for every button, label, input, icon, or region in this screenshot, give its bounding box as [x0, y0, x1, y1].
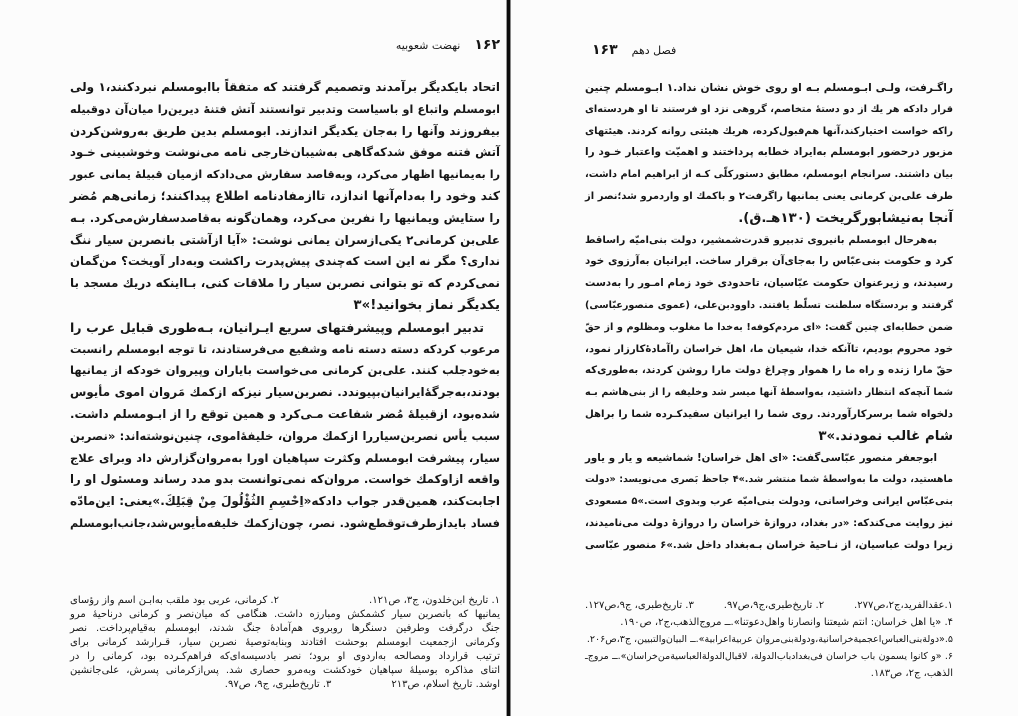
footnote-text: الذهب، ج۲، ص۱۸۳.	[870, 668, 953, 679]
footnote-text: جنگ درگرفت وطرفین دسنگرها روبروی هم‌آمادهٔ جنگ شدند، ابومسلم به‌قیام‌پرداخت. نصر	[70, 623, 500, 634]
text-line-content: را ستایش ویمانیها را نفرین می‌کرد، وهمان‌گونه به‌قاصدسفارش‌می‌کرد. بـه‌	[70, 210, 500, 225]
text-line-content: خود محروم بودیم، تاآنکه خدا، شیعیان ما، اهل خراسان راآمادهٔ‌کارزار نمود،	[585, 343, 953, 355]
text-line-content: فساد بایدازطرف‌توقطع‌شود. نصر، چون‌ازکمك خلیفه‌مأیوس‌شد،جانب‌ابومسلم	[70, 515, 500, 530]
text-line-content: نیز روایت می‌کندکه: «در بغداد، دروازهٔ خراسان را دروازهٔ دولت می‌نامیدند،	[585, 517, 953, 529]
footnote-line	[70, 650, 500, 664]
right-page	[512, 0, 1018, 716]
text-line	[70, 426, 500, 448]
text-line	[70, 469, 500, 491]
footnotes	[70, 594, 500, 692]
text-line-content: شام غالب نمودند.»۳	[818, 428, 953, 444]
body-text	[70, 77, 500, 535]
page-number: ۱۶۳	[592, 42, 618, 58]
text-line-content: حقّ مارا زنده و راه ما را هموار وچراغ دولت مارا روشن کردند، به‌طوری‌که	[585, 365, 953, 377]
text-line	[585, 164, 953, 186]
text-line	[585, 535, 953, 557]
footnote-text: ۵.«دولة‌بنی‌العباس‌اعجمیة‌خراسانیة،ودولة‌بنی‌مروان عربیة‌اعرابیة».ــ البیان‌والتبیین، ج۳،ص۲۰۶.	[586, 634, 953, 645]
footnote-entry: ۳. تاریخ‌طبری، ج۹،ص۱۲۷.	[585, 600, 694, 611]
text-line	[70, 317, 500, 339]
running-head	[592, 42, 676, 58]
text-line-content: کند وخود را به‌دام‌آنها اندازد، تاازمفادنامه اطلاع پیداکنند؛ زمانی‌هم مُضر	[70, 188, 500, 203]
text-line-content: بودند،به‌جرگهٔ‌ایرانیان‌بپیوندد. نصربن‌سیار نیزکه ازکمك مَروان اموی مأیوس	[70, 385, 500, 400]
page-number: ۱۶۲	[474, 37, 500, 53]
text-line-content: زیرا دولت عباسیان، از نـاحیهٔ خراسان بـه‌بغداد داخل شد.»۶ منصور عبّاسی	[585, 539, 953, 551]
text-line-content: واقعه ازاوکمك خواست. مروان‌که نمی‌توانست بدو مدد رساند ومسئول او را	[70, 472, 500, 487]
text-line-content: بیفروزند وآنها را به‌جان یکدیگر اندازند. ابومسلم بدین طریق به‌روشن‌کردن	[70, 123, 500, 138]
text-line-content: سبب یأس نصربن‌سیاررا ازکمك مروان، خلیفهٔ‌اموی، چنین‌نوشته‌اند: «نصربن‌	[70, 428, 500, 443]
text-line-content: آتش فتنه موفق شدکه‌گاهی به‌شیبان‌خارجی نامه می‌نوشت وخوشبینی خـود	[70, 145, 500, 160]
text-line-content: شما آنچه‌که انتظار داشتید، به‌واسطهٔ آنها میسر شد وخلیفه را از بنی‌هاشم بـه	[585, 387, 953, 399]
text-line-content: بنی‌عبّاس ایرانی وخراسانی، ودولت بنی‌امیّه عرب وبدوی است.»۵ مسعودی	[585, 496, 953, 508]
footnotes	[585, 597, 953, 682]
text-line	[585, 339, 953, 361]
text-line-content: ابوجعفر منصور عبّاسی‌گفت: «ای اهل خراسان! شماشیعه و یار و یاور	[585, 451, 937, 464]
text-line-content: تدبیر ابومسلم وپیشرفتهای سریع ایـرانیان، بـه‌طوری قبایل عرب را	[70, 319, 484, 335]
text-line-content: ضمن خطابه‌ای چنین گفت: «ای مردم‌کوفه! به‌خدا ما مغلوب ومظلوم و از حقّ	[585, 321, 953, 333]
text-line-content: آنجا به‌نیشابورگریخت (۱۳۰هـ.ق).	[738, 210, 953, 226]
footnote-entry: ۲. تاریخ‌طبری،ج۹،ص۹۷.	[723, 600, 825, 611]
text-line	[585, 251, 953, 273]
text-line-content: مرعوب کردکه دسته دسته نامه وشفیع می‌فرستادند، تا توجه ابومسلم رانسبت	[70, 342, 500, 356]
footnote-line	[70, 608, 500, 622]
text-line	[585, 404, 953, 426]
text-line	[585, 99, 953, 121]
text-line-content: ابومسلم واتباع او باسیاست وتدبیر توانستند آتش فتنهٔ دیرین‌را میان‌آن دوقبیله	[70, 102, 500, 116]
text-line-content: را به‌یمانیها اظهار می‌کرد، وبه‌قاصد سفارش می‌دادکه ازمیان قبیلهٔ یمانی عبور	[70, 168, 500, 182]
footnote-text: ۴. «یا اهل خراسان: انتم شیعتنا وانصارنا واهل‌دعوتنا».ــ مروج‌الذهب،ج۲، ص۱۹۰.	[620, 617, 953, 628]
footnote-line	[585, 631, 953, 648]
text-line	[585, 491, 953, 513]
text-line	[585, 317, 953, 339]
text-line	[70, 99, 500, 121]
running-head-title: فصل دهم	[631, 44, 677, 57]
text-line-content: مزبور درحضور ابومسلم به‌ایراد خطابه پرداختند و اهمیّت واعتبار خـود را	[585, 146, 953, 159]
text-line	[70, 251, 500, 273]
text-line	[70, 142, 500, 164]
text-line-content: به‌هرحال ابومسلم بانیروی تدبیرو قدرت‌شمشیر، دولت بنی‌امیّه راساقط	[585, 234, 937, 246]
text-line	[585, 77, 953, 99]
footnote-line	[585, 597, 953, 614]
text-line	[70, 273, 500, 295]
text-line	[70, 186, 500, 208]
text-line	[585, 121, 953, 143]
text-line	[585, 513, 953, 535]
text-line	[585, 295, 953, 317]
text-line	[585, 382, 953, 404]
text-line	[70, 382, 500, 404]
text-line	[585, 230, 953, 252]
text-line-content: ماهستید، دولت ما به‌واسطهٔ شما منتشر شد.»۴ جاحظ بَصری می‌نویسد: «دولت	[585, 474, 954, 486]
text-line	[70, 121, 500, 143]
text-line	[70, 448, 500, 470]
text-line-content: نداری؟ مگر نه این است که‌چندی پیش‌پدرت راکشت وبه‌دار آویخت؟ من‌گمان	[70, 254, 500, 269]
footnote-entry: ۳. تاریخ‌طبری، ج۹، ص۹۷.	[224, 679, 332, 690]
text-line	[585, 360, 953, 382]
text-line	[70, 164, 500, 186]
text-line	[70, 513, 500, 535]
running-head	[396, 37, 500, 53]
footnote-entry: ۲. کرمانی، عربی بود ملقب به‌ابـن اسم واز رؤسای	[70, 595, 279, 606]
text-line-content: اتحاد بایکدیگر برآمدند وتصمیم گرفتند که متفقاً باابومسلم نبردکنند،۱ ولی	[70, 80, 500, 94]
text-line	[70, 491, 500, 513]
footnote-text: وکرمانی ازجمعیت ابومسلم بوحشت افتادند وبنابه‌توصیهٔ نصربن سیار، قـرارشد کرمانی برای	[70, 637, 500, 648]
text-line	[70, 360, 500, 382]
footnote-text: ترتیب قرارداد ومصالحه به‌اردوی او برود؛ نصر بادسیسه‌ای‌که فراهم‌کـرده بود، کرمانی را در	[70, 651, 500, 662]
footnote-entry: ۱. تاریخ ابن‌خلدون، ج۳، ص۱۲۱.	[369, 595, 500, 606]
text-line	[585, 142, 953, 164]
left-page	[0, 0, 506, 716]
text-line-content: شده‌بود، ازقبیلهٔ مُضر شفاعت مـی‌کرد و همین توقع را از ابـومسلم داشت.	[70, 406, 500, 421]
footnote-line	[585, 614, 953, 631]
text-line-content: راکه خواست اختیارکند،آنها هم‌قبول‌کرده، هریك هیئتی روانه کردند. هیئتهای	[585, 125, 953, 137]
footnote-line	[585, 665, 953, 682]
text-line-content: کرد و حکومت بنی‌عبّاس را به‌جای‌آن برقرار ساخت. ایرانیان به‌آرزوی خود	[585, 255, 953, 268]
text-line-content: راگـرفت، ولـی ابـومسلم بـه او روی خوش نشان نداد.۱ ابـومسلم چنین	[585, 81, 954, 94]
text-line	[70, 404, 500, 426]
text-line-content: گرفتند و بردستگاه سلطنت تسلّط یافتند. داوودبن‌علی، (عموی منصورعبّاسی)	[585, 299, 953, 311]
text-line	[70, 230, 500, 252]
text-line-content: بیان داشتند. سرانجام ابومسلم، مطابق دستورکلّی کـه از ابراهیم امام داشت،	[585, 169, 953, 181]
footnote-entry: ۱.عقدالفرید،ج۲،ص۲۷۷.	[854, 600, 953, 611]
text-line-content: اجابت‌کند، همین‌قدر جواب دادکه«اِحْسِمِ الثُؤْلُولَ مِنْ قِبَلِكَ.»یعنی: این‌مادّه	[70, 494, 500, 509]
text-line-content: به‌خودجلب کنند. علی‌بن کرمانی می‌خواست بایاران وپیروان خودکه از یمانیها	[70, 363, 500, 378]
text-line-content: یکدیگر نماز بخوانید!»۳	[353, 297, 500, 313]
footnote-text: اثنای مذاکره بوسیلهٔ سپاهیان خودکشت وبه‌مرو حصاری شد. پس‌ازکرمانی پسرش، علی‌جانشین	[70, 665, 500, 676]
footnote-line	[70, 664, 500, 678]
text-line	[70, 77, 500, 99]
text-line	[585, 469, 953, 491]
text-line-content: رسیدند، و زیرعنوان حکومت عبّاسیان، تاحدودی خود زمام امـور را به‌دست	[585, 277, 953, 290]
running-head-title: نهضت شعوبیه	[395, 39, 461, 52]
footnote-line	[70, 594, 500, 608]
text-line	[70, 295, 500, 317]
footnote-line	[585, 648, 953, 665]
text-line-content: سیار، پیشرفت ابومسلم وکثرت سپاهیان اورا به‌مروان‌گزارش داد وبرای علاج	[70, 450, 500, 465]
text-line-content: علی‌بن کرمانی۲ یکی‌ازسران یمانی نوشت: «آیا ازآشتی بانصربن سیار ننگ	[70, 232, 500, 247]
text-line-content: طرف علی‌بن کرمانی یعنی یمانیها راگرفت۲ و باکمك او واردمرو شد؛نصر از	[585, 190, 953, 202]
text-line-content: دلخواه شما برسرکارآوردند. روی شما را ایرانیان سفیدکـرده شما را براهل	[585, 408, 953, 420]
footnote-line	[70, 678, 500, 692]
text-line	[70, 208, 500, 230]
text-line-content: قرار دادکه هر یك از دو دستهٔ متخاصم، گروهی نزد او فرستند تا او هردسته‌ای	[585, 103, 953, 115]
text-line-content: نمی‌کردم که تو بتوانی نصربن سیار را ملاقات کنی، بـااینکه دریك مسجد با	[70, 276, 500, 291]
text-line	[70, 339, 500, 361]
text-line	[585, 208, 953, 230]
body-text	[585, 77, 953, 557]
footnote-line	[70, 636, 500, 650]
text-line	[585, 273, 953, 295]
text-line	[585, 186, 953, 208]
footnote-entry: اوشد. تاریخ اسلام، ص۲۱۳	[391, 679, 500, 690]
footnote-text: ۶. «و کانوا یسمون باب خراسان فی‌بغداد‌باب‌الدولة، لاقبال‌الدولة‌العباسیة‌من‌خراسان».ــ مروج‌ـ	[585, 651, 953, 662]
footnote-line	[70, 622, 500, 636]
footnote-text: یمانیها که بانصربن سیار کشمکش ومبارزه داشت. هنگامی که میان‌نصر و کرمانی درناحیهٔ مرو	[70, 609, 500, 620]
text-line	[585, 426, 953, 448]
text-line	[585, 448, 953, 470]
